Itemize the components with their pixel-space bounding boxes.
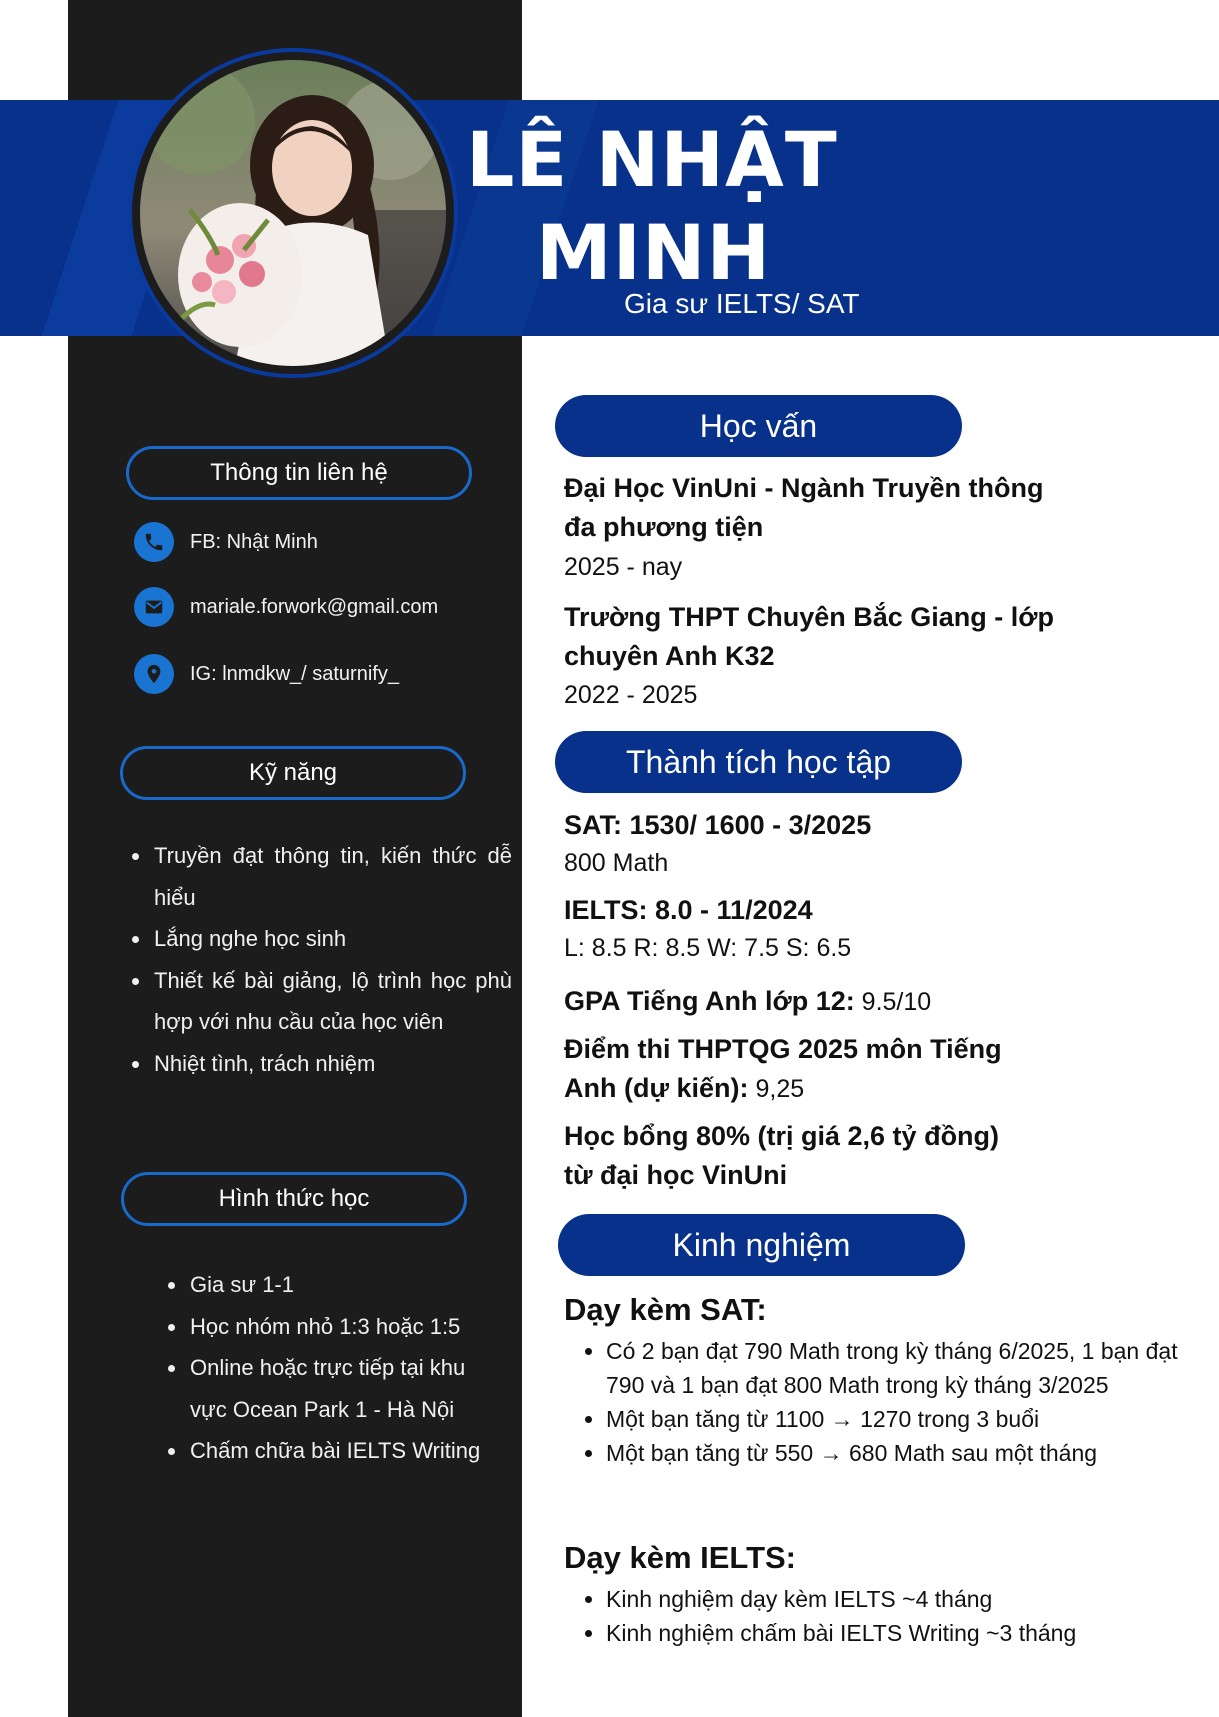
list-item: • Có 2 bạn đạt 790 Math trong kỳ tháng 6/2025, 1 bạn đạt 790 và 1 bạn đạt 800 Math trong kỳ tháng 3/2025 xyxy=(606,1334,1206,1402)
ielts-tutoring-heading: Dạy kèm IELTS: xyxy=(564,1540,797,1575)
scholarship-line-2: từ đại học VinUni xyxy=(564,1160,788,1190)
ielts-detail: L: 8.5 R: 8.5 W: 7.5 S: 6.5 xyxy=(564,934,852,962)
list-item: • Online hoặc trực tiếp tại khu vực Ocean Park 1 - Hà Nội xyxy=(188,1347,488,1430)
email-icon xyxy=(134,587,174,627)
education-2-line2: chuyên Anh K32 xyxy=(564,641,775,671)
contact-text: IG: lnmdkw_/ saturnify_ xyxy=(190,662,399,685)
list-item: • Truyền đạt thông tin, kiến thức dễ hiểu xyxy=(152,835,512,918)
education-1-line1: Đại Học VinUni - Ngành Truyền thông xyxy=(564,473,1044,503)
education-2-line1: Trường THPT Chuyên Bắc Giang - lớp xyxy=(564,602,1054,632)
scholarship-line-1: Học bổng 80% (trị giá 2,6 tỷ đồng) xyxy=(564,1121,1000,1151)
exam-value: 9,25 xyxy=(748,1075,805,1103)
gpa-line xyxy=(564,982,931,1020)
format-heading: Hình thức học xyxy=(121,1172,467,1226)
list-item: • Lắng nghe học sinh xyxy=(152,918,512,960)
profile-photo xyxy=(140,60,446,366)
format-list xyxy=(164,1264,488,1472)
list-item: • Một bạn tăng từ 550 → 680 Math sau một tháng xyxy=(606,1436,1206,1470)
contact-text: mariale.forwork@gmail.com xyxy=(190,595,439,618)
sat-score: SAT: 1530/ 1600 - 3/2025 xyxy=(564,810,872,840)
contact-item-instagram xyxy=(134,654,399,694)
list-item: • Học nhóm nhỏ 1:3 hoặc 1:5 xyxy=(188,1306,488,1348)
education-heading: Học vấn xyxy=(555,395,962,457)
sat-detail: 800 Math xyxy=(564,849,669,877)
job-title: Gia sư IELTS/ SAT xyxy=(624,288,860,319)
achievements-heading: Thành tích học tập xyxy=(555,731,962,793)
exam-label: Anh (dự kiến): xyxy=(564,1073,749,1103)
list-item: • Gia sư 1-1 xyxy=(188,1264,488,1306)
ielts-score: IELTS: 8.0 - 11/2024 xyxy=(564,895,813,925)
exam-line-2 xyxy=(564,1069,804,1107)
experience-heading: Kinh nghiệm xyxy=(558,1214,965,1276)
contact-heading: Thông tin liên hệ xyxy=(126,446,472,500)
contact-item-facebook xyxy=(134,522,318,562)
education-1-years: 2025 - nay xyxy=(564,553,683,581)
name-line-2: MINH xyxy=(536,208,772,297)
location-pin-icon xyxy=(134,654,174,694)
list-item: • Chấm chữa bài IELTS Writing xyxy=(188,1430,488,1472)
sat-tutoring-list xyxy=(564,1334,1206,1470)
gpa-label: GPA Tiếng Anh lớp 12: xyxy=(564,986,855,1016)
ielts-tutoring-list xyxy=(564,1582,1206,1650)
list-item: • Kinh nghiệm chấm bài IELTS Writing ~3 tháng xyxy=(606,1616,1206,1650)
skills-list xyxy=(128,835,512,1084)
list-item: • Một bạn tăng từ 1100 → 1270 trong 3 buổi xyxy=(606,1402,1206,1436)
gpa-value: 9.5/10 xyxy=(854,988,932,1016)
list-item: • Nhiệt tình, trách nhiệm xyxy=(152,1043,512,1085)
contact-item-email xyxy=(134,587,438,627)
education-1-line2: đa phương tiện xyxy=(564,512,764,542)
profile-photo-frame xyxy=(128,48,458,378)
name-line-1: LÊ NHẬT xyxy=(466,115,838,204)
education-2-years: 2022 - 2025 xyxy=(564,681,698,709)
list-item: • Kinh nghiệm dạy kèm IELTS ~4 tháng xyxy=(606,1582,1206,1616)
sat-tutoring-heading: Dạy kèm SAT: xyxy=(564,1292,767,1327)
exam-line-1: Điểm thi THPTQG 2025 môn Tiếng xyxy=(564,1034,1002,1064)
contact-text: FB: Nhật Minh xyxy=(190,530,318,553)
list-item: • Thiết kế bài giảng, lộ trình học phù hợp với nhu cầu của học viên xyxy=(152,960,512,1043)
skills-heading: Kỹ năng xyxy=(120,746,466,800)
phone-icon xyxy=(134,522,174,562)
